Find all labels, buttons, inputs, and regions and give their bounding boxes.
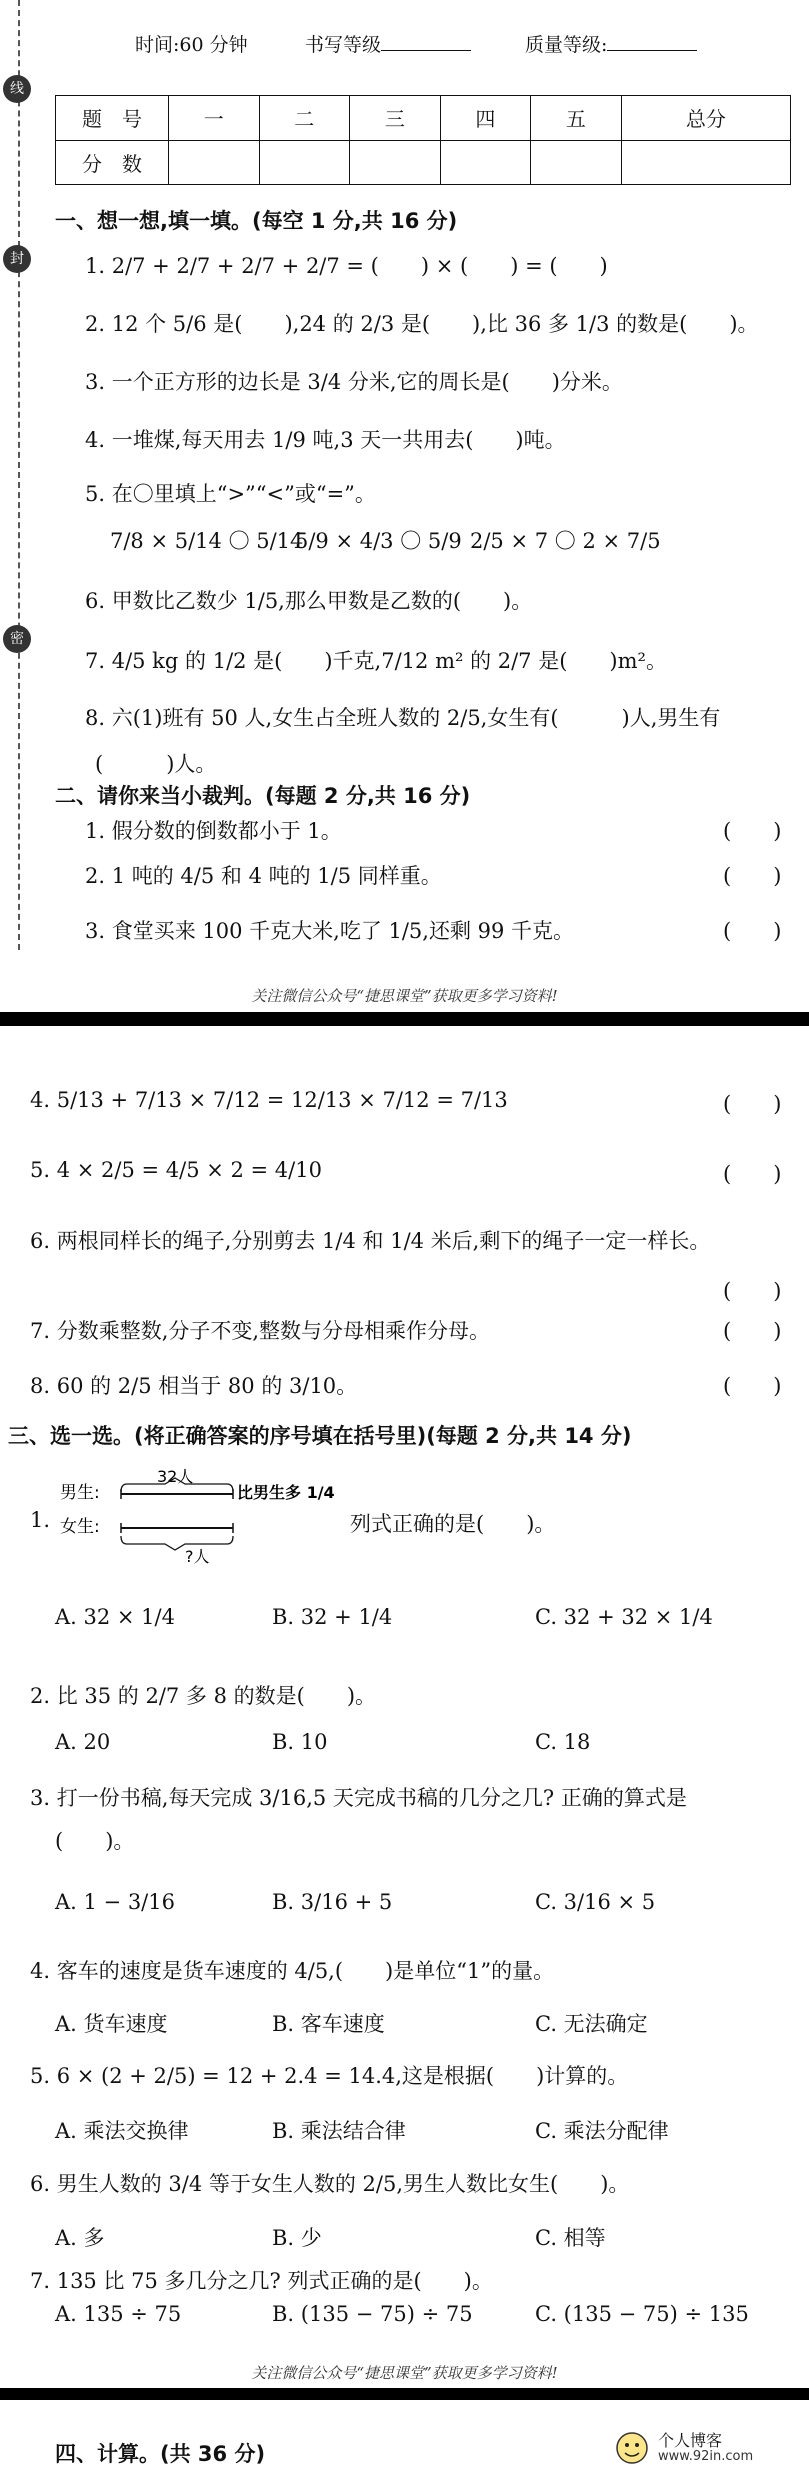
- score-cell[interactable]: [169, 140, 260, 185]
- judge-paren[interactable]: ( ): [723, 1092, 782, 1116]
- side-mark-mi: 密: [3, 625, 31, 653]
- s3-q6-option-b[interactable]: B. 少: [272, 2226, 322, 2250]
- side-mark-feng: 封: [3, 245, 31, 273]
- s2-q8: 8. 60 的 2/5 相当于 80 的 3/10。: [30, 1374, 358, 1398]
- judge-paren[interactable]: ( ): [723, 1374, 782, 1398]
- s2-q1: 1. 假分数的倒数都小于 1。: [85, 819, 342, 843]
- writing-grade-blank[interactable]: [381, 50, 471, 51]
- s3-q6-option-a[interactable]: A. 多: [55, 2226, 105, 2250]
- s3-q7-option-a[interactable]: A. 135 ÷ 75: [55, 2302, 182, 2326]
- s2-q6: 6. 两根同样长的绳子,分别剪去 1/4 和 1/4 米后,剩下的绳子一定一样长。: [30, 1229, 711, 1253]
- score-header-cell: 一: [169, 96, 260, 141]
- s1-q5a: 7/8 × 5/14 〇 5/14: [110, 529, 304, 553]
- s3-q3-option-a[interactable]: A. 1 − 3/16: [55, 1890, 175, 1914]
- s3-q4: 4. 客车的速度是货车速度的 4/5,( )是单位“1”的量。: [30, 1959, 555, 1983]
- s3-q2-option-a[interactable]: A. 20: [55, 1730, 111, 1754]
- section2-title: 二、请你来当小裁判。(每题 2 分,共 16 分): [55, 784, 471, 808]
- side-mark-xian: 线: [3, 75, 31, 103]
- writing-grade-label: 书写等级: [305, 30, 471, 57]
- diagram-bottom-brace: [121, 1536, 233, 1550]
- score-header-cell: 题 号: [56, 96, 169, 141]
- blog-watermark: [612, 2428, 802, 2468]
- s3-q1-option-a[interactable]: A. 32 × 1/4: [55, 1605, 175, 1629]
- s3-q6-option-c[interactable]: C. 相等: [535, 2226, 606, 2250]
- s1-q5b: 5/9 × 4/3 〇 5/9: [295, 529, 462, 553]
- s1-q5c: 2/5 × 7 〇 2 × 7/5: [470, 529, 661, 553]
- diagram-girls-label: 女生:: [60, 1517, 100, 1537]
- s1-q8b: ( )人。: [95, 752, 217, 776]
- score-row-label: 分 数: [56, 140, 169, 185]
- score-header-cell: 四: [440, 96, 531, 141]
- s3-q1-number: 1.: [30, 1508, 51, 1532]
- s1-q6: 6. 甲数比乙数少 1/5,那么甲数是乙数的( )。: [85, 589, 533, 613]
- score-cell[interactable]: [531, 140, 622, 185]
- s3-q5: 5. 6 × (2 + 2/5) = 12 + 2.4 = 14.4,这是根据( )计算的。: [30, 2064, 629, 2088]
- s3-q4-option-b[interactable]: B. 客车速度: [272, 2012, 385, 2036]
- watermark-face-icon: [612, 2428, 652, 2468]
- score-header-cell: 三: [350, 96, 441, 141]
- s1-q2: 2. 12 个 5/6 是( ),24 的 2/3 是( ),比 36 多 1/3 的数是( )。: [85, 312, 759, 336]
- s3-q2: 2. 比 35 的 2/7 多 8 的数是( )。: [30, 1684, 377, 1708]
- score-cell[interactable]: [621, 140, 790, 185]
- quality-grade-label: 质量等级:: [525, 30, 697, 57]
- score-header-cell: 总分: [621, 96, 790, 141]
- s3-q5-option-c[interactable]: C. 乘法分配律: [535, 2119, 669, 2143]
- quality-grade-blank[interactable]: [607, 50, 697, 51]
- s3-q1-text: 列式正确的是( )。: [350, 1512, 556, 1536]
- s3-q7-option-b[interactable]: B. (135 − 75) ÷ 75: [272, 2302, 473, 2326]
- s3-q4-option-c[interactable]: C. 无法确定: [535, 2012, 648, 2036]
- time-label: 时间:60 分钟: [135, 34, 248, 56]
- score-header-cell: 五: [531, 96, 622, 141]
- diagram-right-label: 比男生多 1/4: [237, 1483, 335, 1502]
- judge-paren[interactable]: ( ): [723, 864, 782, 888]
- s3-q2-option-c[interactable]: C. 18: [535, 1730, 591, 1754]
- s3-q4-option-a[interactable]: A. 货车速度: [55, 2012, 168, 2036]
- s3-q3: 3. 打一份书稿,每天完成 3/16,5 天完成书稿的几分之几? 正确的算式是: [30, 1786, 687, 1810]
- footer-note: 关注微信公众号“捷思课堂”获取更多学习资料!: [251, 987, 558, 1005]
- s2-q7: 7. 分数乘整数,分子不变,整数与分母相乘作分母。: [30, 1319, 491, 1343]
- s3-q7: 7. 135 比 75 多几分之几? 列式正确的是( )。: [30, 2269, 493, 2293]
- s3-q1-option-b[interactable]: B. 32 + 1/4: [272, 1605, 393, 1629]
- diagram-top-label: 32人: [157, 1467, 194, 1486]
- footer-note: 关注微信公众号“捷思课堂”获取更多学习资料!: [251, 2364, 558, 2382]
- s3-q3-option-c[interactable]: C. 3/16 × 5: [535, 1890, 656, 1914]
- s3-q5-option-a[interactable]: A. 乘法交换律: [55, 2119, 189, 2143]
- s3-q3b: ( )。: [55, 1829, 135, 1853]
- s1-q5: 5. 在〇里填上“>”“<”或“=”。: [85, 482, 376, 506]
- s3-q2-option-b[interactable]: B. 10: [272, 1730, 328, 1754]
- s2-q5: 5. 4 × 2/5 = 4/5 × 2 = 4/10: [30, 1158, 322, 1182]
- s1-q1: 1. 2/7 + 2/7 + 2/7 + 2/7 = ( ) × ( ) = ( ): [85, 254, 608, 278]
- s1-q4: 4. 一堆煤,每天用去 1/9 吨,3 天一共用去( )吨。: [85, 428, 566, 452]
- s3-q5-option-b[interactable]: B. 乘法结合律: [272, 2119, 406, 2143]
- s1-q3: 3. 一个正方形的边长是 3/4 分米,它的周长是( )分米。: [85, 370, 623, 394]
- watermark-url: www.92in.com: [658, 2449, 754, 2464]
- s2-q3: 3. 食堂买来 100 千克大米,吃了 1/5,还剩 99 千克。: [85, 919, 575, 943]
- score-header-cell: 二: [259, 96, 350, 141]
- s1-q7: 7. 4/5 kg 的 1/2 是( )千克,7/12 m² 的 2/7 是( )m²。: [85, 649, 667, 673]
- section1-title: 一、想一想,填一填。(每空 1 分,共 16 分): [55, 209, 458, 233]
- score-cell[interactable]: [259, 140, 350, 185]
- s2-q2: 2. 1 吨的 4/5 和 4 吨的 1/5 同样重。: [85, 864, 442, 888]
- s3-q1-option-c[interactable]: C. 32 + 32 × 1/4: [535, 1605, 713, 1629]
- section4-title: 四、计算。(共 36 分): [55, 2442, 266, 2466]
- binding-line: [18, 0, 20, 950]
- s3-q1-diagram: [55, 1462, 355, 1572]
- judge-paren[interactable]: ( ): [723, 819, 782, 843]
- s3-q7-option-c[interactable]: C. (135 − 75) ÷ 135: [535, 2302, 749, 2326]
- score-cell[interactable]: [440, 140, 531, 185]
- judge-paren[interactable]: ( ): [723, 919, 782, 943]
- section3-title: 三、选一选。(将正确答案的序号填在括号里)(每题 2 分,共 14 分): [8, 1424, 632, 1448]
- s1-q8: 8. 六(1)班有 50 人,女生占全班人数的 2/5,女生有( )人,男生有: [85, 706, 721, 730]
- s2-q4: 4. 5/13 + 7/13 × 7/12 = 12/13 × 7/12 = 7/13: [30, 1088, 508, 1112]
- diagram-bottom-label: ?人: [185, 1547, 210, 1566]
- judge-paren[interactable]: ( ): [723, 1319, 782, 1343]
- diagram-boys-label: 男生:: [60, 1483, 100, 1503]
- s3-q6: 6. 男生人数的 3/4 等于女生人数的 2/5,男生人数比女生( )。: [30, 2172, 630, 2196]
- judge-paren[interactable]: ( ): [723, 1162, 782, 1186]
- score-table: [55, 95, 791, 185]
- s3-q3-option-b[interactable]: B. 3/16 + 5: [272, 1890, 393, 1914]
- watermark-title: 个人博客: [658, 2431, 723, 2450]
- page-divider: [0, 1012, 809, 1026]
- score-cell[interactable]: [350, 140, 441, 185]
- judge-paren[interactable]: ( ): [723, 1279, 782, 1303]
- page-divider: [0, 2388, 809, 2400]
